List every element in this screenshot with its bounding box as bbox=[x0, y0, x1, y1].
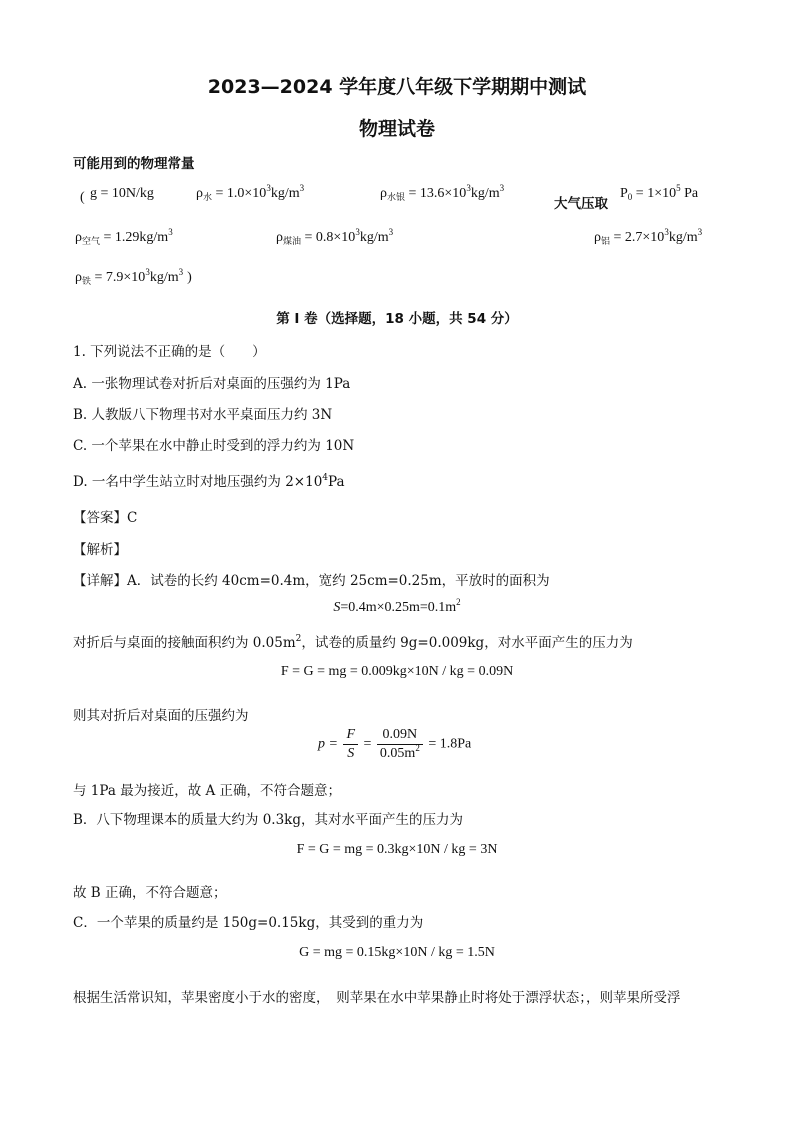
explanation-line-6: 故 B 正确，不符合题意； bbox=[73, 885, 227, 901]
explanation-line-5: B．八下物理课本的质量大约为 0.3kg，其对水平面产生的压力为 bbox=[73, 812, 464, 828]
constant-rho-mercury: $\rho_{水银} = 13.6\times 10^3kg/m^3$ bbox=[380, 183, 505, 202]
explanation-line-4: 与 1Pa 最为接近，故 A 正确，不符合题意； bbox=[73, 783, 342, 799]
explanation-line-2: 对折后与桌面的接触面积约为 $0.05m^2$，试卷的质量约 9g=0.009kg，对水平面产生的压力为 bbox=[73, 634, 633, 651]
constant-rho-kerosene: $\rho_{煤油} = 0.8\times 10^3kg/m^3$ bbox=[276, 227, 394, 246]
option-d: D. 一名中学生站立时对地压强约为 $2\times 10^4Pa$ bbox=[73, 473, 345, 490]
exam-subtitle: 物理试卷 bbox=[358, 118, 435, 140]
answer-label: 【答案】C bbox=[73, 510, 138, 526]
constants-open-paren: ( bbox=[80, 190, 85, 205]
option-a: A. 一张物理试卷对折后对桌面的压强约为 1Pa bbox=[73, 376, 351, 392]
question-stem: 1. 下列说法不正确的是（ ） bbox=[73, 344, 266, 360]
equation-book-force: F = G = mg = 0.3kg×10N / kg = 3N bbox=[296, 842, 498, 857]
constant-p0: $P_0 = 1\times 10^5$ Pa bbox=[620, 183, 699, 202]
atm-label: 大气压取 bbox=[554, 196, 608, 212]
equation-area: $S=0.4m\times 0.25m=0.1m^2$ bbox=[333, 597, 461, 615]
explanation-line-8: 根据生活常识知，苹果密度小于水的密度， 则苹果在水中苹果静止时将处于漂浮状态；，则苹果所受浮 bbox=[73, 990, 681, 1006]
exam-title: 2023—2024 学年度八年级下学期期中测试 bbox=[207, 76, 587, 98]
constants-heading: 可能用到的物理常量 bbox=[73, 156, 195, 172]
option-b: B. 人教版八下物理书对水平桌面压力约 3N bbox=[73, 407, 333, 423]
constant-g: g = 10N/kg bbox=[90, 186, 154, 201]
constant-rho-aluminum: $\rho_铝 = 2.7\times 10^3kg/m^3$ bbox=[594, 227, 703, 246]
option-c: C. 一个苹果在水中静止时受到的浮力约为 10N bbox=[73, 438, 355, 454]
section-heading: 第 I 卷（选择题，18 小题，共 54 分） bbox=[276, 311, 518, 327]
equation-pressure-force: F = G = mg = 0.009kg×10N / kg = 0.09N bbox=[280, 664, 514, 679]
explanation-line-7: C．一个苹果的质量约是 150g=0.15kg，其受到的重力为 bbox=[73, 915, 424, 931]
equation-apple-weight: G = mg = 0.15kg×10N / kg = 1.5N bbox=[299, 945, 495, 960]
constant-rho-iron: $\rho_铁 = 7.9\times 10^3kg/m^3$ ) bbox=[75, 267, 192, 286]
constant-rho-air: $\rho_{空气} = 1.29kg/m^3$ bbox=[75, 227, 173, 246]
explanation-line-1: 【详解】A．试卷的长约 40cm=0.4m，宽约 25cm=0.25m，平放时的面积为 bbox=[73, 573, 550, 589]
explanation-line-3: 则其对折后对桌面的压强约为 bbox=[73, 708, 249, 724]
analysis-label: 【解析】 bbox=[73, 542, 127, 558]
equation-pressure: p = $\frac{F}{S}$ = $\frac{0.09N}{0.05m^2}$ = 1.8Pa bbox=[318, 727, 472, 761]
constant-rho-water: $\rho_水 = 1.0\times 10^3kg/m^3$ bbox=[196, 183, 305, 202]
